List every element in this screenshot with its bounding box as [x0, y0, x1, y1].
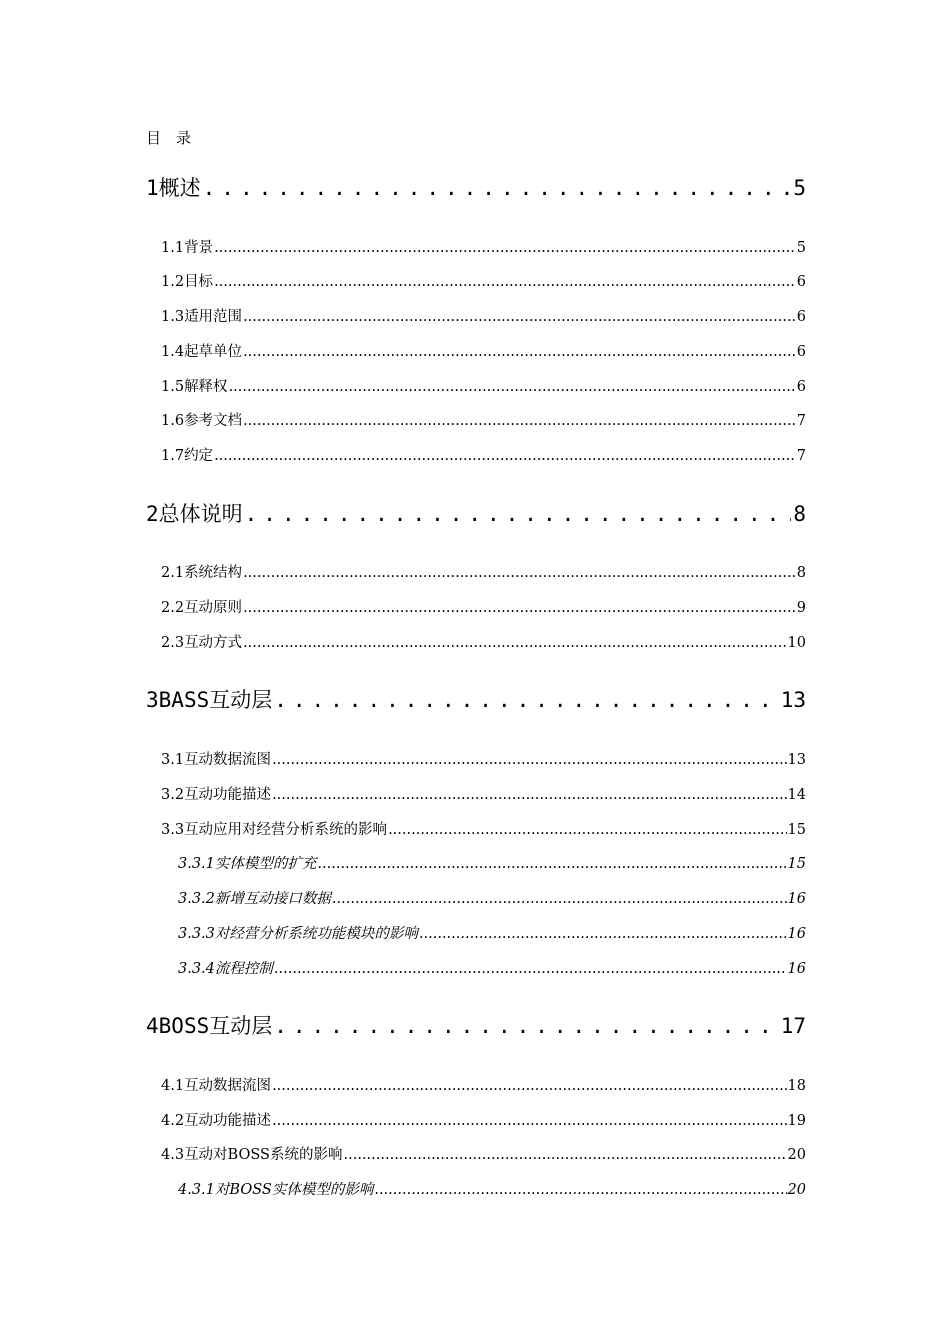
- toc-entry-number: 3.2: [161, 787, 185, 803]
- toc-entry-number: 3: [146, 688, 159, 712]
- toc-entry-page: 16: [787, 891, 806, 907]
- toc-entry-number: 4.3.1: [178, 1182, 215, 1198]
- toc-entry-page: 6: [796, 274, 806, 290]
- toc-dot-leader: [229, 379, 796, 395]
- toc-entry-3-3-4[interactable]: [178, 957, 806, 977]
- toc-entry-3-1[interactable]: [161, 748, 806, 768]
- toc-entry-page: 16: [787, 926, 806, 942]
- toc-entry-number: 1.7: [161, 448, 185, 464]
- toc-entry-label: 互动原则: [184, 600, 243, 616]
- toc-entry-label: BASS互动层: [158, 688, 273, 712]
- toc-dot-leader: [214, 448, 796, 464]
- toc-entry-label: 新增互动接口数据: [214, 891, 331, 907]
- toc-entry-label: 互动数据流图: [184, 1078, 272, 1094]
- toc-dot-leader: [243, 309, 796, 325]
- toc-entry-page: 6: [796, 309, 806, 325]
- toc-entry-number: 2.2: [161, 600, 185, 616]
- toc-entry-3-3-2[interactable]: [178, 887, 806, 907]
- toc-entry-2-1[interactable]: [161, 561, 806, 581]
- toc-dot-leader: [419, 926, 787, 942]
- toc-entry-page: 20: [787, 1147, 806, 1163]
- toc-entry-number: 4.2: [161, 1113, 185, 1129]
- toc-entry-page: 6: [796, 344, 806, 360]
- toc-entry-number: 2.3: [161, 635, 185, 651]
- toc-dot-leader: [274, 1014, 778, 1038]
- toc-entry-page: 17: [780, 1014, 806, 1038]
- toc-entry-1-1[interactable]: [161, 236, 806, 256]
- toc-dot-leader: [243, 413, 796, 429]
- toc-entry-number: 1: [146, 176, 159, 200]
- toc-dot-leader: [274, 688, 778, 712]
- toc-entry-3-2[interactable]: [161, 783, 806, 803]
- toc-entry-label: 互动功能描述: [184, 1113, 272, 1129]
- toc-entry-label: 参考文档: [184, 413, 243, 429]
- toc-entry-label: 对经营分析系统功能模块的影响: [214, 926, 418, 942]
- toc-entry-label: 总体说明: [158, 502, 243, 526]
- toc-entry-number: 1.1: [161, 240, 185, 256]
- toc-entry-1[interactable]: [146, 172, 806, 200]
- toc-dot-leader: [274, 961, 787, 977]
- toc-entry-page: 19: [787, 1113, 806, 1129]
- toc-entry-page: 15: [787, 856, 806, 872]
- toc-dot-leader: [272, 1078, 786, 1094]
- toc-entry-1-6[interactable]: [161, 409, 806, 429]
- toc-entry-1-4[interactable]: [161, 340, 806, 360]
- toc-entry-number: 4.3: [161, 1147, 185, 1163]
- toc-entry-number: 3.3: [161, 822, 185, 838]
- toc-entry-number: 1.6: [161, 413, 185, 429]
- toc-dot-leader: [388, 822, 786, 838]
- toc-entry-label: 目标: [184, 274, 214, 290]
- toc-entry-number: 2.1: [161, 565, 185, 581]
- toc-dot-leader: [243, 600, 796, 616]
- toc-entry-2-2[interactable]: [161, 596, 806, 616]
- toc-entry-label: 概述: [158, 176, 201, 200]
- toc-entry-number: 3.3.4: [178, 961, 215, 977]
- toc-entry-label: 背景: [184, 240, 214, 256]
- toc-entry-label: 互动功能描述: [184, 787, 272, 803]
- toc-entry-number: 3.3.3: [178, 926, 215, 942]
- toc-entry-3-3-3[interactable]: [178, 922, 806, 942]
- toc-dot-leader: [214, 274, 796, 290]
- toc-dot-leader: [344, 1147, 787, 1163]
- toc-entry-number: 4: [146, 1014, 159, 1038]
- toc-entry-page: 13: [780, 688, 806, 712]
- toc-entry-1-5[interactable]: [161, 375, 806, 395]
- toc-dot-leader: [317, 856, 786, 872]
- toc-entry-4-3-1[interactable]: [178, 1178, 806, 1198]
- toc-entry-page: 8: [793, 502, 806, 526]
- toc-entry-number: 1.2: [161, 274, 185, 290]
- toc-entry-label: 系统结构: [184, 565, 243, 581]
- toc-entry-label: 解释权: [184, 379, 228, 395]
- toc-entry-page: 5: [796, 240, 806, 256]
- toc-entry-page: 20: [787, 1182, 806, 1198]
- toc-entry-page: 9: [796, 600, 806, 616]
- toc-entry-3-3-1[interactable]: [178, 852, 806, 872]
- toc-entry-number: 3.1: [161, 752, 185, 768]
- toc-entry-label: 互动数据流图: [184, 752, 272, 768]
- toc-dot-leader: [272, 752, 786, 768]
- toc-entry-label: 适用范围: [184, 309, 243, 325]
- toc-entry-page: 13: [787, 752, 806, 768]
- toc-entry-page: 5: [793, 176, 806, 200]
- toc-dot-leader: [272, 1113, 786, 1129]
- toc-entry-page: 18: [787, 1078, 806, 1094]
- toc-entry-number: 3.3.2: [178, 891, 215, 907]
- toc-entry-label: 对BOSS实体模型的影响: [214, 1182, 374, 1198]
- toc-entry-page: 14: [787, 787, 806, 803]
- toc-entry-page: 6: [796, 379, 806, 395]
- toc-entry-4[interactable]: [146, 1010, 806, 1038]
- toc-entry-4-2[interactable]: [161, 1109, 806, 1129]
- toc-dot-leader: [332, 891, 787, 907]
- toc-entry-page: 15: [787, 822, 806, 838]
- toc-entry-label: 流程控制: [214, 961, 273, 977]
- toc-entry-label: 实体模型的扩充: [214, 856, 317, 872]
- toc-entry-label: 起草单位: [184, 344, 243, 360]
- toc-entry-number: 1.5: [161, 379, 185, 395]
- toc-entry-1-7[interactable]: [161, 444, 806, 464]
- toc-entry-2[interactable]: [146, 498, 806, 526]
- toc-dot-leader: [272, 787, 786, 803]
- toc-entry-4-1[interactable]: [161, 1074, 806, 1094]
- toc-entry-page: 10: [787, 635, 806, 651]
- toc-entry-label: 互动方式: [184, 635, 243, 651]
- toc-entry-2-3[interactable]: [161, 631, 806, 651]
- toc-dot-leader: [243, 565, 796, 581]
- toc-entry-page: 7: [796, 448, 806, 464]
- toc-dot-leader: [203, 176, 792, 200]
- toc-dot-leader: [374, 1182, 786, 1198]
- toc-entry-number: 1.3: [161, 309, 185, 325]
- toc-entry-label: 约定: [184, 448, 214, 464]
- toc-entry-number: 2: [146, 502, 159, 526]
- toc-entry-1-3[interactable]: [161, 305, 806, 325]
- toc-entry-label: 互动应用对经营分析系统的影响: [184, 822, 388, 838]
- toc-entry-number: 4.1: [161, 1078, 185, 1094]
- toc-entry-1-2[interactable]: [161, 270, 806, 290]
- toc-dot-leader: [243, 344, 796, 360]
- toc-entry-3[interactable]: [146, 684, 806, 712]
- toc-entry-page: 16: [787, 961, 806, 977]
- toc-dot-leader: [214, 240, 796, 256]
- toc-entry-4-3[interactable]: [161, 1143, 806, 1163]
- toc-entry-page: 7: [796, 413, 806, 429]
- toc-entry-number: 1.4: [161, 344, 185, 360]
- toc-entry-label: BOSS互动层: [158, 1014, 273, 1038]
- toc-dot-leader: [245, 502, 792, 526]
- toc-entry-number: 3.3.1: [178, 856, 215, 872]
- toc-dot-leader: [243, 635, 786, 651]
- toc-entry-3-3[interactable]: [161, 818, 806, 838]
- toc-entry-page: 8: [796, 565, 806, 581]
- toc-heading: 目 录: [146, 129, 192, 147]
- toc-entry-label: 互动对BOSS系统的影响: [184, 1147, 343, 1163]
